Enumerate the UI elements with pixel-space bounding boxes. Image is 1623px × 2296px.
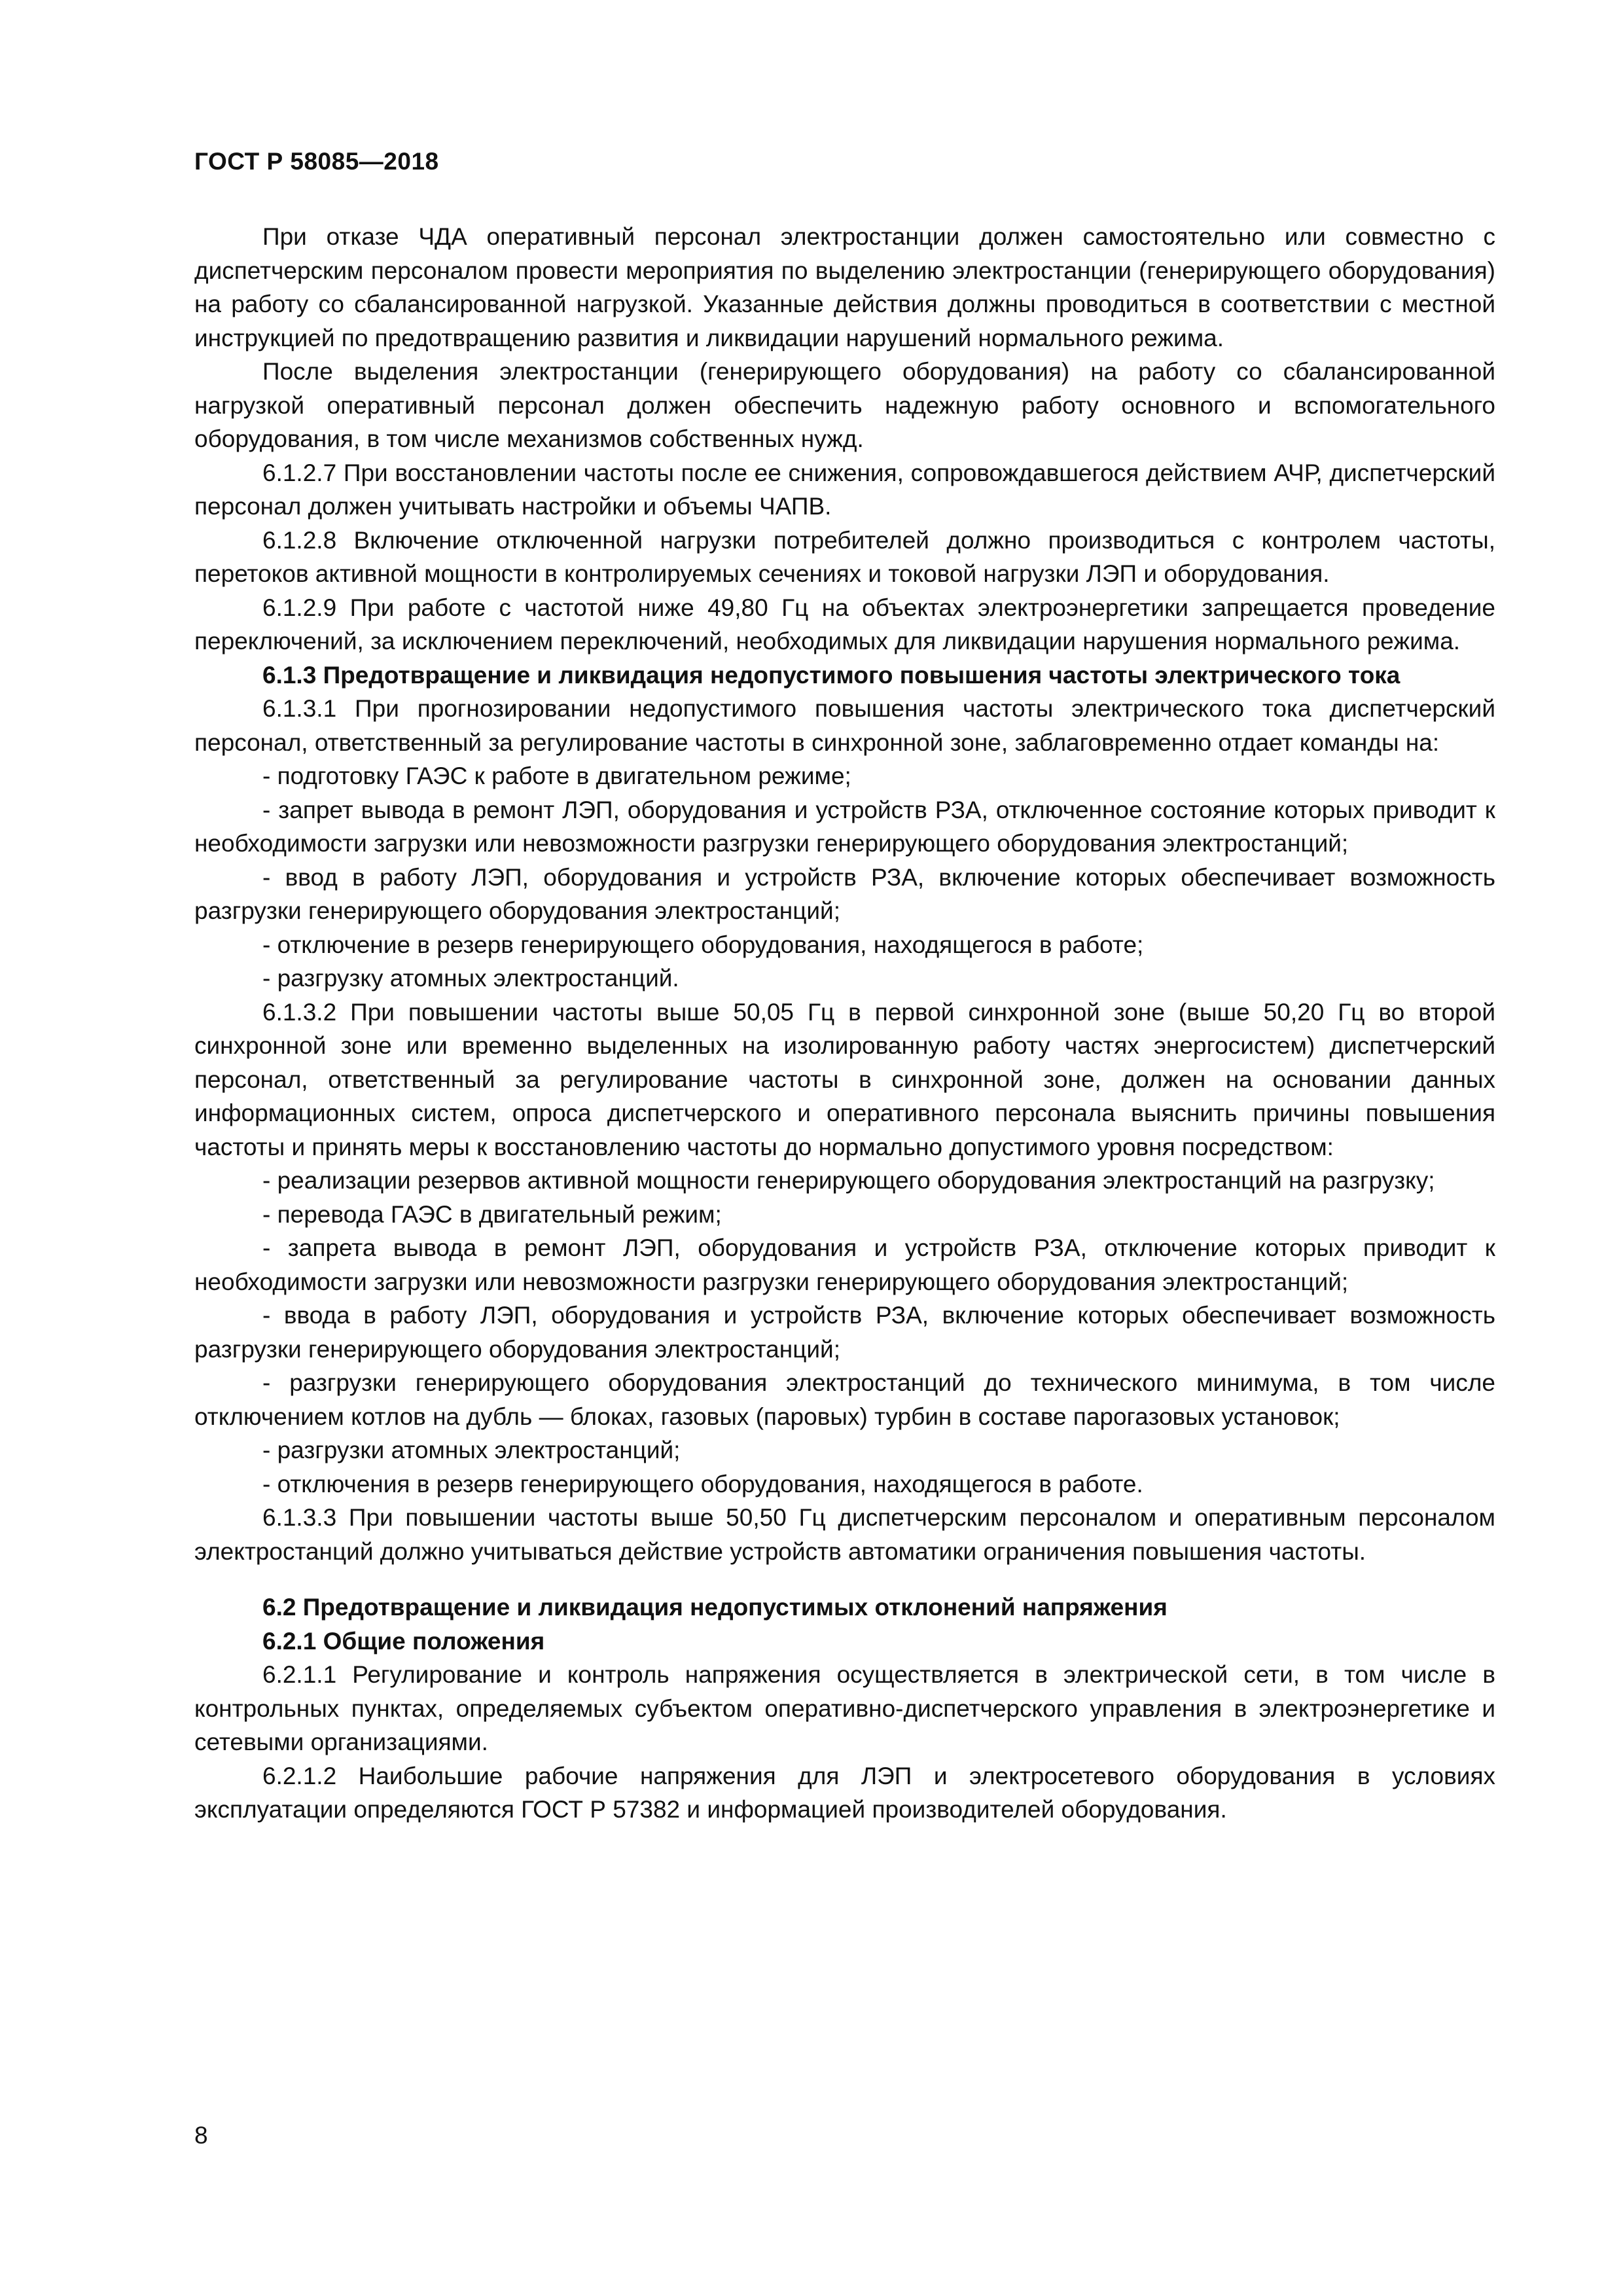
- section-heading-6-1-3: 6.1.3 Предотвращение и ликвидация недопустимого повышения частоты электрического тока: [262, 661, 1400, 689]
- list-item: - разгрузку атомных электростанций.: [262, 965, 679, 992]
- list-item: - запрета вывода в ремонт ЛЭП, оборудования и устройств РЗА, отключение которых приводит к необходимости загрузки или невозможности разгрузки генерирующего оборудования электростанций;: [194, 1234, 1495, 1295]
- clause-6-1-2-8: 6.1.2.8 Включение отключенной нагрузки потребителей должно производиться с контролем частоты, перетоков активной мощности в контролируемых сечениях и токовой нагрузки ЛЭП и оборудования.: [194, 526, 1495, 587]
- clause-6-1-3-2: 6.1.3.2 При повышении частоты выше 50,05 Гц в первой синхронной зоне (выше 50,20 Гц во второй синхронной зоне или временно выделенных на изолированную работу частях энергосистем) диспетчерский персонал, ответственный за регулирование частоты в синхронной зоне, должен на основании данных информационных систем, опроса диспетчерского и оперативного персонала выяснить причины повышения частоты и принять меры к восстановлению частоты до нормально допустимого уровня посредством:: [194, 998, 1495, 1160]
- clause-6-1-2-7: 6.1.2.7 При восстановлении частоты после ее снижения, сопровождавшегося действием АЧР, диспетчерский персонал должен учитывать настройки и объемы ЧАПВ.: [194, 459, 1495, 520]
- list-item: - отключения в резерв генерирующего оборудования, находящегося в работе.: [262, 1470, 1143, 1498]
- document-body: [194, 220, 1495, 1827]
- clause-6-1-3-1: 6.1.3.1 При прогнозировании недопустимого повышения частоты электрического тока диспетчерский персонал, ответственный за регулирование частоты в синхронной зоне, заблаговременно отдает команды на:: [194, 695, 1495, 756]
- section-heading-6-2-1: 6.2.1 Общие положения: [262, 1627, 545, 1655]
- document-header: ГОСТ Р 58085—2018: [194, 148, 439, 175]
- clause-6-2-1-1: 6.2.1.1 Регулирование и контроль напряжения осуществляется в электрической сети, в том числе в контрольных пунктах, определяемых субъектом оперативно-диспетчерского управления в электроэнергетике и сетевыми организациями.: [194, 1661, 1495, 1755]
- clause-6-1-2-9: 6.1.2.9 При работе с частотой ниже 49,80 Гц на объектах электроэнергетики запрещается проведение переключений, за исключением переключений, необходимых для ликвидации нарушения нормального режима.: [194, 594, 1495, 655]
- list-item: - разгрузки генерирующего оборудования электростанций до технического минимума, в том числе отключением котлов на дубль — блоках, газовых (паровых) турбин в составе парогазовых установок;: [194, 1369, 1495, 1430]
- list-item: - ввода в работу ЛЭП, оборудования и устройств РЗА, включение которых обеспечивает возможность разгрузки генерирующего оборудования электростанций;: [194, 1302, 1495, 1363]
- clause-6-1-3-3: 6.1.3.3 При повышении частоты выше 50,50 Гц диспетчерским персоналом и оперативным персоналом электростанций должно учитываться действие устройств автоматики ограничения повышения частоты.: [194, 1504, 1495, 1565]
- list-item: - ввод в работу ЛЭП, оборудования и устройств РЗА, включение которых обеспечивает возможность разгрузки генерирующего оборудования электростанций;: [194, 863, 1495, 924]
- list-item: - запрет вывода в ремонт ЛЭП, оборудования и устройств РЗА, отключенное состояние которых приводит к необходимости загрузки или невозможности разгрузки генерирующего оборудования электростанций;: [194, 796, 1495, 857]
- list-item: - подготовку ГАЭС к работе в двигательном режиме;: [262, 762, 851, 789]
- clause-6-2-1-2: 6.2.1.2 Наибольшие рабочие напряжения для ЛЭП и электросетевого оборудования в условиях эксплуатации определяются ГОСТ Р 57382 и информацией производителей оборудования.: [194, 1762, 1495, 1823]
- list-item: - перевода ГАЭС в двигательный режим;: [262, 1200, 722, 1228]
- paragraph: При отказе ЧДА оперативный персонал электростанции должен самостоятельно или совместно с диспетчерским персоналом провести мероприятия по выделению электростанции (генерирующего оборудования) на работу со сбалансированной нагрузкой. Указанные действия должны проводиться в соответствии с местной инструкцией по предотвращению развития и ликвидации нарушений нормального режима.: [194, 223, 1495, 351]
- list-item: - разгрузки атомных электростанций;: [262, 1437, 681, 1463]
- page-number: 8: [194, 2122, 208, 2149]
- section-heading-6-2: 6.2 Предотвращение и ликвидация недопустимых отклонений напряжения: [262, 1594, 1168, 1621]
- paragraph: После выделения электростанции (генерирующего оборудования) на работу со сбалансированной нагрузкой оперативный персонал должен обеспечить надежную работу основного и вспомогательного оборудования, в том числе механизмов собственных нужд.: [194, 358, 1495, 452]
- list-item: - реализации резервов активной мощности генерирующего оборудования электростанций на разгрузку;: [262, 1167, 1435, 1194]
- list-item: - отключение в резерв генерирующего оборудования, находящегося в работе;: [262, 931, 1144, 958]
